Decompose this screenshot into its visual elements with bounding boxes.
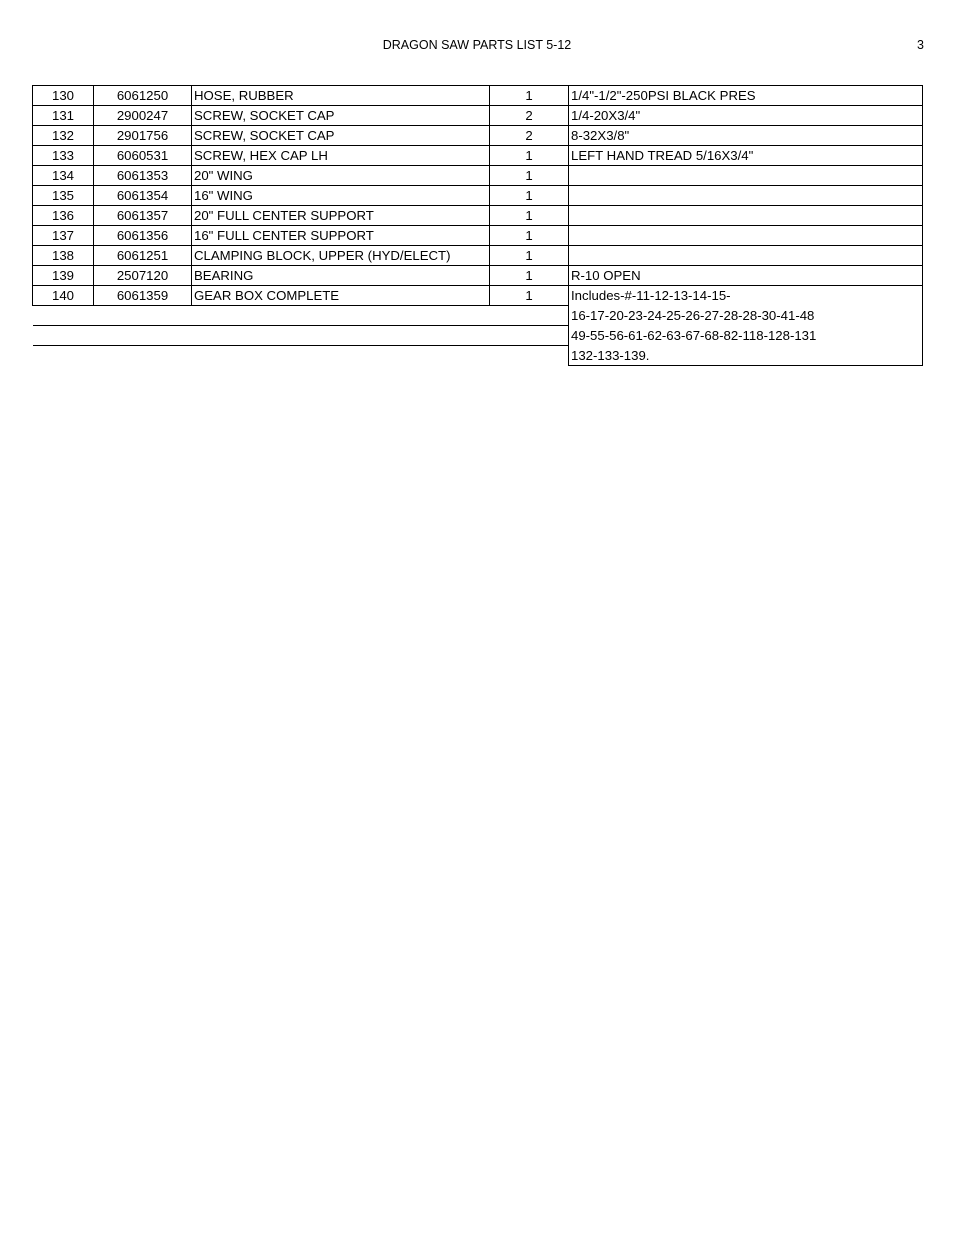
quantity: 2 [490, 106, 569, 126]
blank-cell [490, 306, 569, 326]
blank-cell [490, 346, 569, 366]
part-note: 1/4-20X3/4" [569, 106, 923, 126]
table-row [33, 166, 923, 186]
part-description: 20" WING [192, 166, 490, 186]
part-number: 6061353 [94, 166, 192, 186]
part-note-continuation: 16-17-20-23-24-25-26-27-28-28-30-41-48 [569, 306, 923, 326]
quantity: 1 [490, 186, 569, 206]
item-number: 131 [33, 106, 94, 126]
part-note: LEFT HAND TREAD 5/16X3/4" [569, 146, 923, 166]
part-number: 6061359 [94, 286, 192, 306]
part-note-continuation: 132-133-139. [569, 346, 923, 366]
note-continuation-row [33, 306, 923, 326]
page-number: 3 [917, 38, 924, 52]
part-description: 16" FULL CENTER SUPPORT [192, 226, 490, 246]
blank-cell [94, 326, 192, 346]
table-row [33, 186, 923, 206]
part-note [569, 206, 923, 226]
blank-cell [192, 346, 490, 366]
table-row [33, 226, 923, 246]
table-row [33, 106, 923, 126]
blank-cell [192, 326, 490, 346]
part-number: 6061357 [94, 206, 192, 226]
quantity: 1 [490, 166, 569, 186]
part-description: CLAMPING BLOCK, UPPER (HYD/ELECT) [192, 246, 490, 266]
part-note [569, 186, 923, 206]
part-note: 8-32X3/8" [569, 126, 923, 146]
part-note-continuation: 49-55-56-61-62-63-67-68-82-118-128-131 [569, 326, 923, 346]
quantity: 1 [490, 246, 569, 266]
item-number: 136 [33, 206, 94, 226]
blank-cell [33, 326, 94, 346]
item-number: 137 [33, 226, 94, 246]
part-description: SCREW, SOCKET CAP [192, 126, 490, 146]
table-row [33, 266, 923, 286]
parts-table [32, 85, 923, 366]
part-description: HOSE, RUBBER [192, 86, 490, 106]
table-row [33, 246, 923, 266]
part-description: GEAR BOX COMPLETE [192, 286, 490, 306]
quantity: 1 [490, 286, 569, 306]
quantity: 1 [490, 226, 569, 246]
part-note: Includes-#-11-12-13-14-15- [569, 286, 923, 306]
part-number: 2507120 [94, 266, 192, 286]
table-row [33, 286, 923, 306]
blank-cell [192, 306, 490, 326]
quantity: 1 [490, 266, 569, 286]
item-number: 139 [33, 266, 94, 286]
table-row [33, 146, 923, 166]
item-number: 133 [33, 146, 94, 166]
table-row [33, 86, 923, 106]
part-number: 2901756 [94, 126, 192, 146]
part-description: 20" FULL CENTER SUPPORT [192, 206, 490, 226]
table-row [33, 126, 923, 146]
item-number: 130 [33, 86, 94, 106]
quantity: 1 [490, 86, 569, 106]
part-number: 6061250 [94, 86, 192, 106]
part-note [569, 226, 923, 246]
item-number: 140 [33, 286, 94, 306]
quantity: 1 [490, 206, 569, 226]
item-number: 134 [33, 166, 94, 186]
table-row [33, 206, 923, 226]
quantity: 2 [490, 126, 569, 146]
part-note: R-10 OPEN [569, 266, 923, 286]
quantity: 1 [490, 146, 569, 166]
note-continuation-row [33, 346, 923, 366]
blank-cell [94, 306, 192, 326]
part-description: 16" WING [192, 186, 490, 206]
part-number: 6061354 [94, 186, 192, 206]
blank-cell [33, 346, 94, 366]
part-number: 6061356 [94, 226, 192, 246]
item-number: 135 [33, 186, 94, 206]
blank-cell [490, 326, 569, 346]
page-header [0, 36, 954, 54]
item-number: 138 [33, 246, 94, 266]
part-note [569, 166, 923, 186]
note-continuation-row [33, 326, 923, 346]
part-number: 2900247 [94, 106, 192, 126]
part-description: BEARING [192, 266, 490, 286]
part-note: 1/4"-1/2"-250PSI BLACK PRES [569, 86, 923, 106]
part-number: 6061251 [94, 246, 192, 266]
blank-cell [94, 346, 192, 366]
part-note [569, 246, 923, 266]
part-number: 6060531 [94, 146, 192, 166]
part-description: SCREW, SOCKET CAP [192, 106, 490, 126]
part-description: SCREW, HEX CAP LH [192, 146, 490, 166]
item-number: 132 [33, 126, 94, 146]
page-title: DRAGON SAW PARTS LIST 5-12 [382, 38, 572, 52]
blank-cell [33, 306, 94, 326]
